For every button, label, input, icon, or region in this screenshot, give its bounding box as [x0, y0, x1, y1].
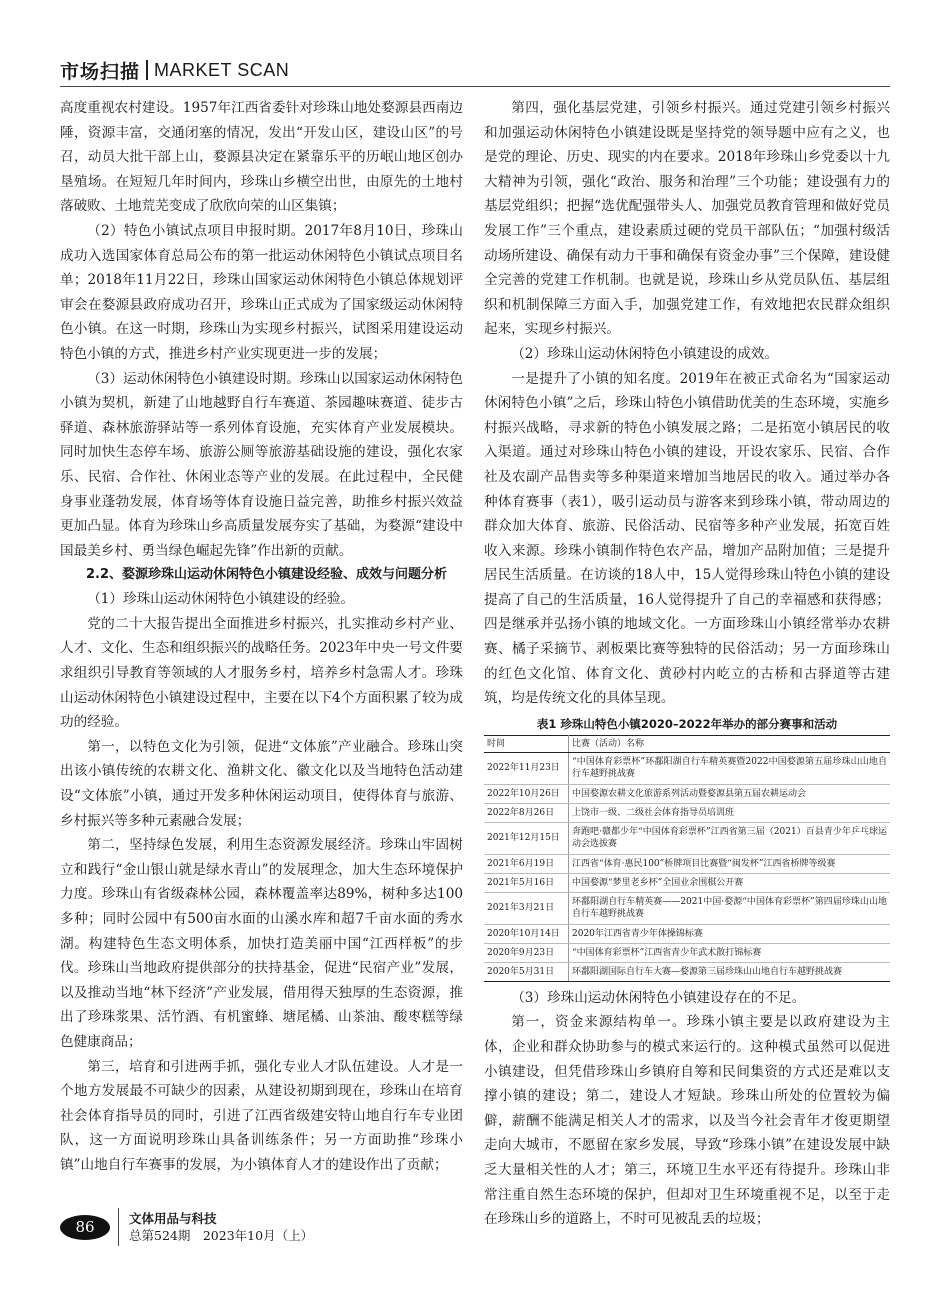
- paragraph: 第一，以特色文化为引领，促进“文体旅”产业融合。珍珠山突出该小镇传统的农耕文化、渔耕文化、徽文化以及当地特色活动建设“文体旅”小镇，通过开发多种休闲运动项目，使得体育与旅游、乡村振兴等多种元素融合发展；: [60, 738, 463, 829]
- event-date: 2020年10月14日: [484, 924, 569, 943]
- page-number: 86: [60, 1215, 110, 1240]
- event-date: 2022年8月26日: [484, 803, 569, 822]
- event-date: 2021年6月19日: [484, 854, 569, 873]
- event-name: 2020年江西省青少年体操锦标赛: [569, 924, 891, 943]
- paragraph: （1）珍珠山运动休闲特色小镇建设的经验。: [87, 591, 355, 608]
- section-title-cn: 市场扫描: [60, 60, 141, 83]
- paragraph: 第四，强化基层党建，引领乡村振兴。通过党建引领乡村振兴和加强运动休闲特色小镇建设既是坚持党的领导题中应有之义，也是党的理论、历史、现实的内在要求。2018年珍珠山乡党委以十九大精神为引领，强化“政治、服务和治理”三个功能；建设强有力的基层党组织；把握“选优配强带头人、加强党员教育管理和做好党员发展工作”三个重点，建设素质过硬的党员干部队伍；“加强村级活动场所建设、确保有动力干事和确保有资金办事”三个保障，建设健全完善的党建工作机制。也就是说，珍珠山乡从党员队伍、基层组织和机制保障三方面入手，加强党建工作，有效地把农民群众组织起来，实现乡村振兴。: [484, 100, 890, 338]
- right-column-bottom: [484, 986, 890, 1232]
- header-rule: [60, 86, 890, 87]
- event-date: 2022年11月23日: [484, 752, 569, 784]
- table-row: [484, 854, 890, 873]
- page-footer: [60, 1208, 313, 1246]
- table-row: [484, 752, 890, 784]
- paragraph: 一是提升了小镇的知名度。2019年在被正式命名为“国家运动休闲特色小镇”之后，珍珠山特色小镇借助优美的生态环境，实施乡村振兴战略，寻求新的特色小镇发展之路；二是拓宽小镇居民的收入渠道。通过对珍珠山特色小镇的建设，开设农家乐、民宿、合作社及农副产品售卖等多种渠道来增加当地居民的收入。通过举办各种体育赛事（表1），吸引运动员与游客来到珍珠小镇，带动周边的群众加大体育、旅游、民俗活动、民宿等多种产业发展，拓宽百姓收入来源。珍珠小镇制作特色农产品，增加产品附加值；三是提升居民生活质量。在访谈的18人中，15人觉得珍珠山特色小镇的建设提高了自己的生活质量，16人觉得提升了自己的幸福感和获得感；四是继承并弘扬小镇的地域文化。一方面珍珠山小镇经常举办农耕赛、橘子采摘节、剥板栗比赛等独特的民俗活动；另一方面珍珠山的红色文化馆、体育文化、黄砂村内屹立的古桥和古驿道等古建筑，均是传统文化的具体呈现。: [484, 370, 890, 707]
- event-name: 江西省“体育·惠民100”桥牌项目比赛暨“闽发杯”江西省桥牌等级赛: [569, 854, 891, 873]
- table-header-date: 时间: [484, 735, 569, 752]
- event-name: 环鄱阳湖国际自行车大赛—婺源第三届珍珠山山地自行车越野挑战赛: [569, 962, 891, 981]
- event-name: 奔跑吧·赣都少年“中国体育彩票杯”江西省第三届（2021）百县青少年乒乓球运动会选拔赛: [569, 822, 891, 854]
- left-column: [60, 96, 463, 1178]
- table-title: 表1 珍珠山特色小镇2020–2022年举办的部分赛事和活动: [536, 716, 838, 731]
- event-name: 环鄱阳湖自行车精英赛——2021中国·婺源“中国体育彩票杯”第四届珍珠山山地自行车越野挑战赛: [569, 892, 891, 924]
- table-row: [484, 924, 890, 943]
- table-row: [484, 892, 890, 924]
- right-column: [484, 96, 890, 1232]
- section-title-en: MARKET SCAN: [154, 59, 290, 80]
- event-name: 中国婺源农耕文化旅游系列活动暨婺源县第五届农耕运动会: [569, 784, 891, 803]
- footer-divider: [118, 1208, 119, 1246]
- event-name: “中国体育彩票杯”环鄱阳湖自行车精英赛暨2022中国婺源第五届珍珠山山地自行车越野挑战赛: [569, 752, 891, 784]
- event-date: 2022年10月26日: [484, 784, 569, 803]
- paragraph: 高度重视农村建设。1957年江西省委针对珍珠山地处婺源县西南边陲，资源丰富，交通闭塞的情况，发出“开发山区，建设山区”的号召，动员大批干部上山，婺源县决定在紧靠乐平的历岷山地区创办垦殖场。在短短几年时间内，珍珠山乡横空出世，由原先的土地村落破败、土地荒芜变成了欣欣向荣的山区集镇；: [60, 100, 463, 215]
- table-row: [484, 803, 890, 822]
- event-date: 2020年9月23日: [484, 943, 569, 962]
- paragraph: （2）特色小镇试点项目申报时期。2017年8月10日，珍珠山成功入选国家体育总局公布的第一批运动休闲特色小镇试点项目名单；2018年11月22日，珍珠山国家运动休闲特色小镇总体规划评审会在婺源县政府成功召开，珍珠山正式成为了国家级运动休闲特色小镇。在这一时期，珍珠山为实现乡村振兴，试图采用建设运动特色小镇的方式，推进乡村产业实现更进一步的发展；: [60, 222, 463, 362]
- page-header: [60, 56, 289, 84]
- paragraph: 第三，培育和引进两手抓，强化专业人才队伍建设。人才是一个地方发展最不可缺少的因素，从建设初期到现在，珍珠山在培育社会体育指导员的同时，引进了江西省级建安特山地自行车专业团队，这一方面说明珍珠山具备训练条件；另一方面助推“珍珠小镇”山地自行车赛事的发展，为小镇体育人才的建设作出了贡献；: [60, 1058, 463, 1173]
- table-row: [484, 962, 890, 981]
- right-column-top: [484, 96, 890, 711]
- table-row: [484, 943, 890, 962]
- paragraph: （3）运动休闲特色小镇建设时期。珍珠山以国家运动休闲特色小镇为契机，新建了山地越野自行车赛道、茶园趣味赛道、徒步古驿道、森林旅游驿站等一系列体育设施，充实体育产业发展模块。同时加快生态停车场、旅游公厕等旅游基础设施的建设，强化农家乐、民宿、合作社、休闲业态等产业的发展。在此过程中，全民健身事业蓬勃发展，体育场等体育设施日益完善，助推乡村振兴效益更加凸显。体育为珍珠山乡高质量发展夯实了基础，为婺源“建设中国最美乡村、勇当绿色崛起先锋”作出新的贡献。: [60, 370, 463, 559]
- footer-info: [129, 1210, 313, 1244]
- table-row: [484, 873, 890, 892]
- paragraph: 党的二十大报告提出全面推进乡村振兴，扎实推动乡村产业、人才、文化、生态和组织振兴的战略任务。2023年中央一号文件要求组织引导教育等领域的人才服务乡村，培养乡村急需人才。珍珠山运动休闲特色小镇建设过程中，主要在以下4个方面积累了较为成功的经验。: [60, 615, 463, 731]
- event-date: 2020年5月31日: [484, 962, 569, 981]
- magazine-name: 文体用品与科技: [129, 1211, 217, 1226]
- events-table: [484, 735, 890, 982]
- issue-info: 总第524期 2023年10月（上）: [129, 1228, 314, 1243]
- paragraph: 第二，坚持绿色发展，利用生态资源发展经济。珍珠山牢固树立和践行“金山银山就是绿水青山”的发展理念，加大生态环境保护力度。珍珠山有省级森林公园，森林覆盖率达89%，树种多达100多种；同时公园中有500亩水面的山溪水库和超7千亩水面的秀水湖。构建特色生态文明体系，加快打造美丽中国“江西样板”的步伐。珍珠山当地政府提供部分的扶持基金，促进“民宿产业”发展，以及推动当地“林下经济”产业发展，借用得天独厚的生态资源，推出了珍珠浆果、活竹酒、有机蜜蜂、塘尾橘、山茶油、酸枣糕等绿色健康商品；: [60, 837, 463, 1050]
- event-date: 2021年12月15日: [484, 822, 569, 854]
- section-heading: 2.2、婺源珍珠山运动休闲特色小镇建设经验、成效与问题分析: [86, 567, 448, 583]
- event-date: 2021年3月21日: [484, 892, 569, 924]
- event-name: 中国婺源“梦里老乡杯”全国业余围棋公开赛: [569, 873, 891, 892]
- table-header-row: [484, 735, 890, 752]
- event-name: “中国体育彩票杯”江西省青少年武术散打锦标赛: [569, 943, 891, 962]
- paragraph: （3）珍珠山运动休闲特色小镇建设存在的不足。: [511, 989, 806, 1006]
- header-separator: [146, 60, 148, 80]
- table-header-name: 比赛（活动）名称: [569, 735, 891, 752]
- event-date: 2021年5月16日: [484, 873, 569, 892]
- event-name: 上饶市一级、二级社会体育指导员培训班: [569, 803, 891, 822]
- paragraph: （2）珍珠山运动休闲特色小镇建设的成效。: [511, 345, 779, 362]
- table-row: [484, 784, 890, 803]
- table-row: [484, 822, 890, 854]
- paragraph: 第一，资金来源结构单一。珍珠小镇主要是以政府建设为主体，企业和群众协助参与的模式来运行的。这种模式虽然可以促进小镇建设，但凭借珍珠山乡镇府自筹和民间集资的方式还是难以支撑小镇的建设；第二，建设人才短缺。珍珠山所处的位置较为偏僻，薪酬不能满足相关人才的需求，以及当今社会青年才俊更期望走向大城市，不愿留在家乡发展，导致“珍珠小镇”在建设发展中缺乏大量相关性的人才；第三，环境卫生水平还有待提升。珍珠山非常注重自然生态环境的保护，但却对卫生环境重视不足，以至于走在珍珠山乡的道路上，不时可见被乱丢的垃圾；: [484, 1014, 890, 1228]
